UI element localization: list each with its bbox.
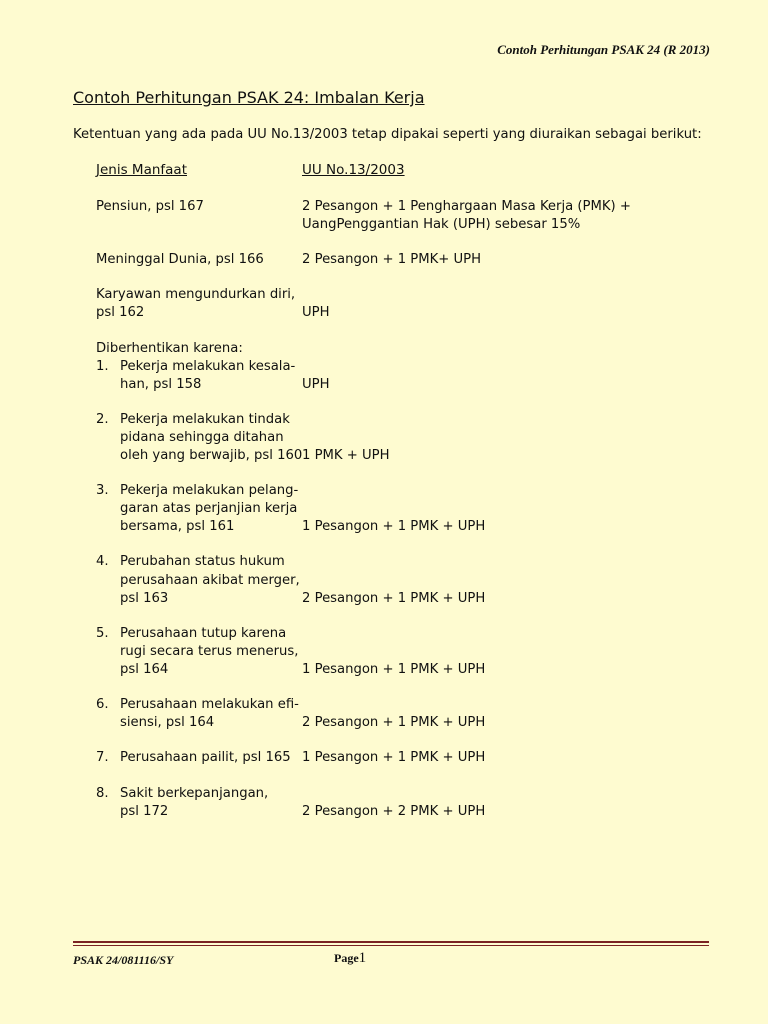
list-item-value: 2 Pesangon + 1 PMK + UPH [302,715,486,730]
list-item-text: bersama, psl 161 [120,519,235,534]
column-header-law: UU No.13/2003 [302,162,405,178]
list-item-text: oleh yang berwajib, psl 160 [120,448,303,463]
list-item-number: 8. [96,786,109,801]
diberhentikan-label: Diberhentikan karena: [96,341,243,356]
footer-divider [73,941,709,946]
row-mundur-label-line2: psl 162 [96,305,145,320]
list-item-number: 3. [96,483,109,498]
list-item-number: 5. [96,626,109,641]
list-item-value: 2 Pesangon + 2 PMK + UPH [302,804,486,819]
row-meninggal-value: 2 Pesangon + 1 PMK+ UPH [302,252,482,267]
footer-doc-code: PSAK 24/081116/SY [73,953,174,967]
column-header-benefit-type: Jenis Manfaat [96,162,187,178]
row-pensiun-value-line2: UangPenggantian Hak (UPH) sebesar 15% [302,217,581,232]
list-item-value: 1 Pesangon + 1 PMK + UPH [302,662,486,677]
list-item-text: garan atas perjanjian kerja [120,501,298,516]
row-pensiun-value-line1: 2 Pesangon + 1 Penghargaan Masa Kerja (PMK) + [302,199,631,214]
footer-page-indicator [334,950,366,967]
list-item-number: 6. [96,697,109,712]
list-item-text: pidana sehingga ditahan [120,430,284,445]
list-item-number: 4. [96,554,109,569]
row-meninggal-label: Meninggal Dunia, psl 166 [96,252,264,267]
list-item-text: Pekerja melakukan kesala- [120,359,296,374]
header-doc-ref: Contoh Perhitungan PSAK 24 (R 2013) [497,42,710,57]
list-item-text: psl 164 [120,662,169,677]
row-pensiun-label: Pensiun, psl 167 [96,199,204,214]
list-item-value: 1 PMK + UPH [302,448,390,463]
intro-paragraph: Ketentuan yang ada pada UU No.13/2003 tetap dipakai seperti yang diuraikan sebagai berikut: [73,127,702,142]
row-mundur-label-line1: Karyawan mengundurkan diri, [96,287,296,302]
list-item-number: 1. [96,359,109,374]
footer-page-number: 1 [358,950,367,966]
list-item-value: 2 Pesangon + 1 PMK + UPH [302,591,486,606]
list-item-text: psl 163 [120,591,169,606]
list-item-value: 1 Pesangon + 1 PMK + UPH [302,519,486,534]
list-item-text: han, psl 158 [120,377,202,392]
footer-page-label: Page [334,951,359,965]
list-item-value: 1 Pesangon + 1 PMK + UPH [302,750,486,765]
row-mundur-value: UPH [302,305,330,320]
list-item-text: siensi, psl 164 [120,715,215,730]
list-item-text: Pekerja melakukan tindak [120,412,290,427]
page-title: Contoh Perhitungan PSAK 24: Imbalan Kerja [73,88,425,107]
list-item-text: Perusahaan tutup karena [120,626,287,641]
list-item-text: perusahaan akibat merger, [120,573,300,588]
list-item-text: Sakit berkepanjangan, [120,786,269,801]
list-item-text: psl 172 [120,804,169,819]
list-item-number: 2. [96,412,109,427]
list-item-text: Pekerja melakukan pelang- [120,483,299,498]
list-item-text: Perubahan status hukum [120,554,285,569]
list-item-text: Perusahaan pailit, psl 165 [120,750,291,765]
list-item-value: UPH [302,377,330,392]
list-item-number: 7. [96,750,109,765]
list-item-text: Perusahaan melakukan efi- [120,697,299,712]
list-item-text: rugi secara terus menerus, [120,644,299,659]
